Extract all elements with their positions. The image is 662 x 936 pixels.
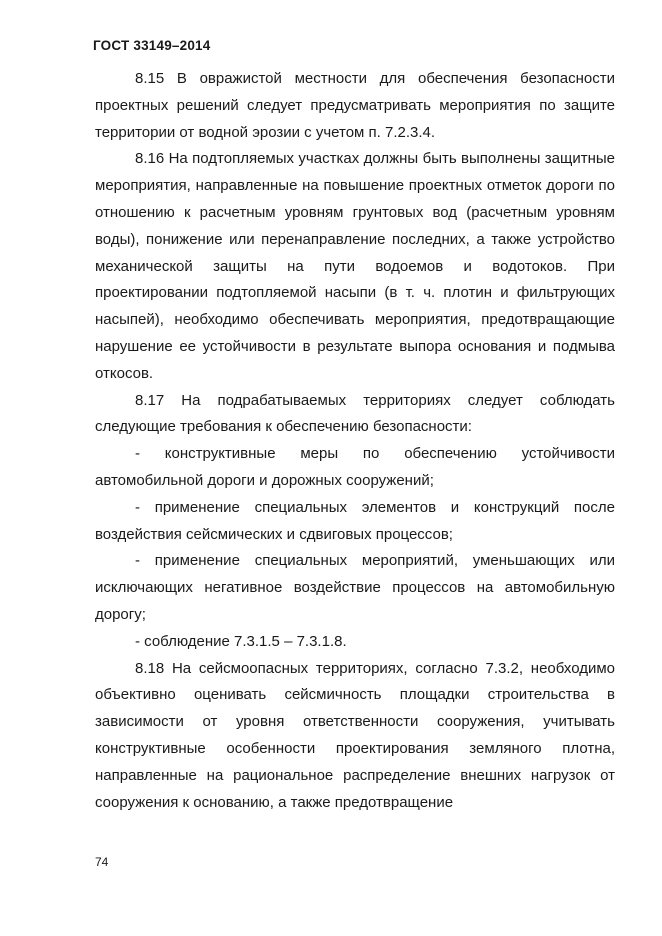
list-item-structural-measures: - конструктивные меры по обеспечению устойчивости автомобильной дороги и дорожных сооружений;: [95, 445, 615, 489]
list-item-special-measures: - применение специальных мероприятий, уменьшающих или исключающих негативное воздействие процессов на автомобильную дорогу;: [95, 552, 615, 623]
paragraph-8-18: 8.18 На сейсмоопасных территориях, согласно 7.3.2, необходимо объективно оценивать сейсмичность площадки строительства в зависимости от уровня ответственности сооружения, учитывать конструктивные особенности проектирования земляного плотна, направленные на рациональное распределение внешних нагрузок от сооружения к основанию, а также предотвращение: [95, 659, 615, 811]
document-header: ГОСТ 33149–2014: [93, 38, 211, 53]
page-number: 74: [95, 855, 109, 869]
paragraph-8-17: 8.17 На подрабатываемых территориях следует соблюдать следующие требования к обеспечению безопасности:: [95, 391, 615, 436]
list-item-special-elements: - применение специальных элементов и конструкций после воздействия сейсмических и сдвиговых процессов;: [95, 498, 615, 543]
paragraph-8-15: 8.15 В овражистой местности для обеспечения безопасности проектных решений следует предусматривать мероприятия по защите территории от водной эрозии с учетом п. 7.2.3.4.: [95, 70, 615, 141]
paragraph-8-16: 8.16 На подтопляемых участках должны быть выполнены защитные мероприятия, направленные на повышение проектных отметок дороги по отношению к расчетным уровням грунтовых вод (расчетным уровням воды), понижение или перенаправление последних, а также устройство механической защиты на пути водоемов и водотоков. При проектировании подтопляемой насыпи (в т. ч. плотин и фильтрующих насыпей), необходимо обеспечивать мероприятия, предотвращающие нарушение ее устойчивости в результате выпора основания и подмыва откосов.: [95, 150, 615, 382]
document-body: [95, 66, 615, 816]
list-item-compliance: - соблюдение 7.3.1.5 – 7.3.1.8.: [135, 632, 347, 650]
